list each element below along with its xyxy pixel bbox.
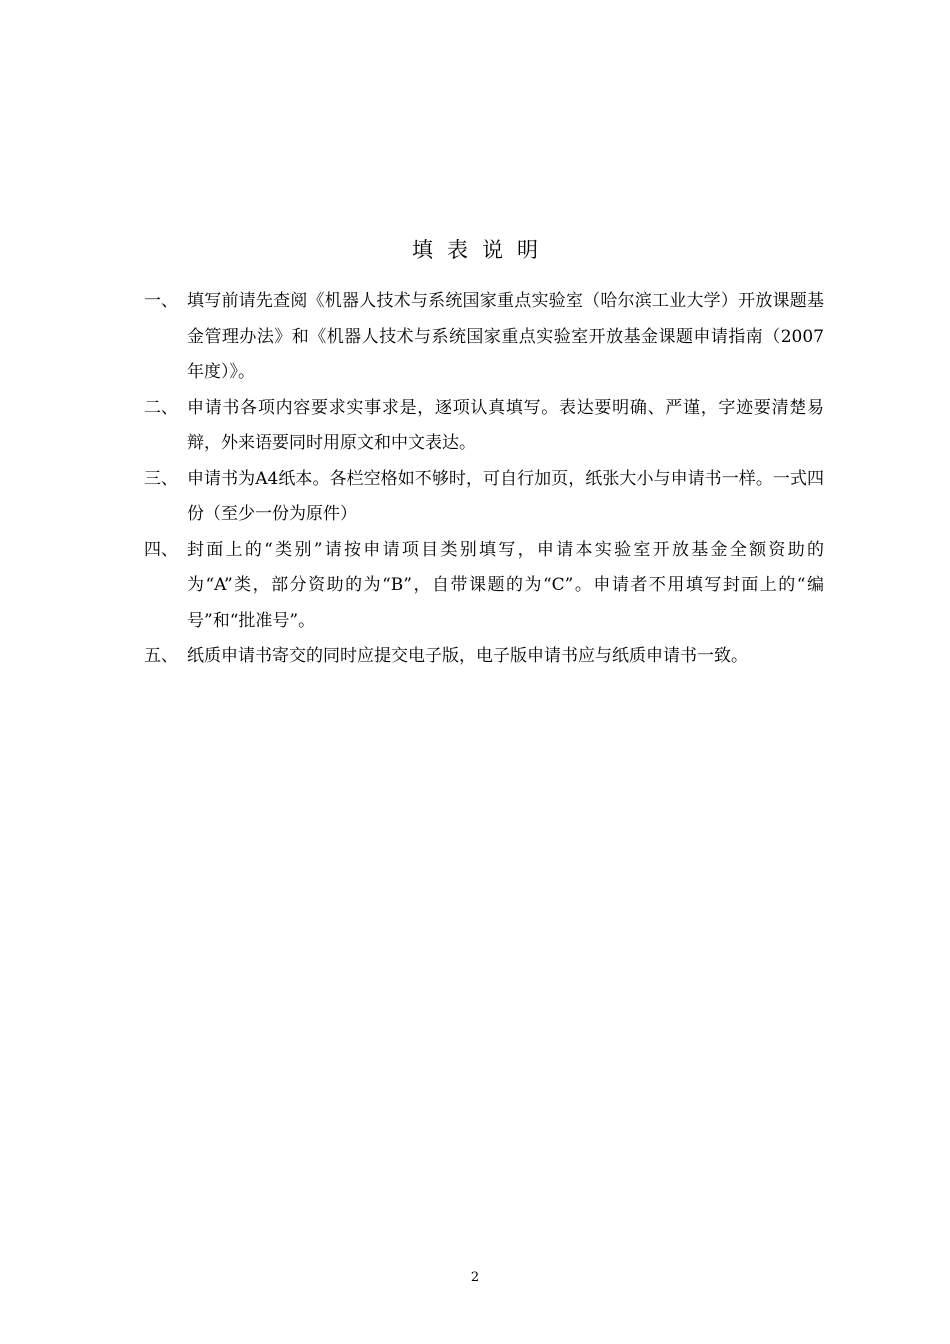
item-number: 三、 bbox=[144, 468, 178, 489]
instruction-item-2 bbox=[144, 391, 824, 462]
page-title: 填表说明 bbox=[412, 238, 552, 262]
instruction-item-1 bbox=[144, 284, 824, 391]
instruction-item-3 bbox=[144, 462, 824, 533]
item-text: 封面上的“类别”请按申请项目类别填写，申请本实验室开放基金全额资助的为“A”类，部分资助的为“B”，自带课题的为“C”。申请者不用填写封面上的“编号”和“批准号”。 bbox=[187, 539, 824, 631]
page-number: 2 bbox=[470, 1270, 480, 1285]
instruction-list bbox=[144, 284, 824, 675]
item-number: 四、 bbox=[144, 539, 178, 560]
instruction-item-4 bbox=[144, 533, 824, 640]
item-text: 申请书为A4纸本。各栏空格如不够时，可自行加页，纸张大小与申请书一样。一式四份（至少一份为原件） bbox=[187, 468, 824, 524]
item-text: 纸质申请书寄交的同时应提交电子版，电子版申请书应与纸质申请书一致。 bbox=[187, 646, 748, 666]
item-text: 填写前请先查阅《机器人技术与系统国家重点实验室（哈尔滨工业大学）开放课题基金管理办法》和《机器人技术与系统国家重点实验室开放基金课题申请指南（2007年度）》。 bbox=[187, 291, 824, 382]
item-number: 五、 bbox=[144, 646, 178, 666]
item-number: 二、 bbox=[144, 397, 178, 418]
item-text: 申请书各项内容要求实事求是，逐项认真填写。表达要明确、严谨，字迹要清楚易辩，外来语要同时用原文和中文表达。 bbox=[187, 397, 824, 453]
item-number: 一、 bbox=[144, 291, 178, 311]
instruction-item-5 bbox=[144, 639, 824, 675]
